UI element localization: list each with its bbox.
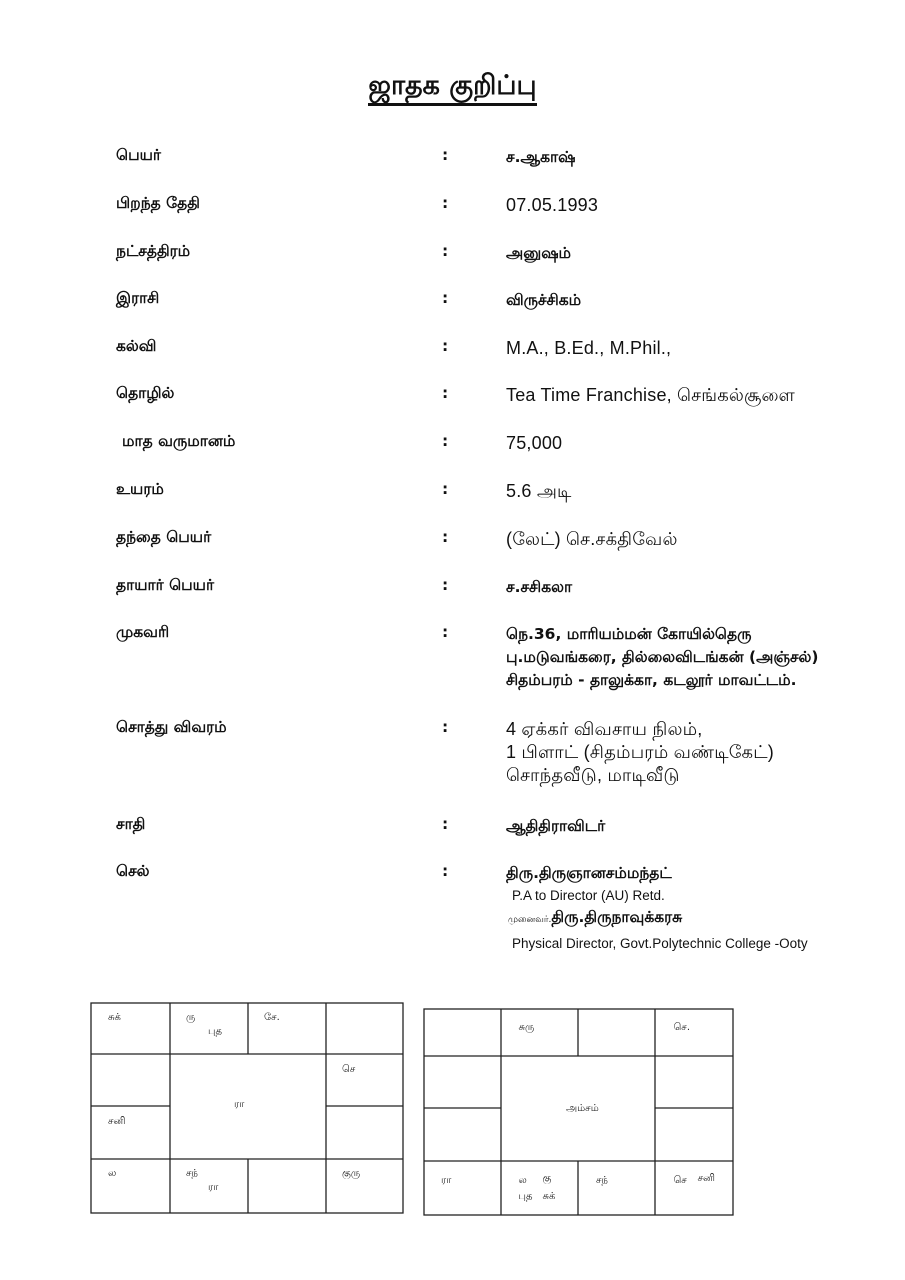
chart-planet-label: சனி <box>697 1173 715 1184</box>
field-value <box>506 480 572 503</box>
field-value-line: 5.6 அடி <box>506 481 572 501</box>
field-value <box>506 432 562 455</box>
field-colon: : <box>442 384 449 402</box>
field-label: தாயார் பெயர் <box>116 576 215 594</box>
field-value <box>506 718 774 787</box>
field-value <box>506 337 671 360</box>
field-value <box>506 862 672 885</box>
page-title: ஜாதக குறிப்பு <box>0 70 905 105</box>
amsam-chart <box>423 1008 734 1216</box>
field-value-line: M.A., B.Ed., M.Phil., <box>506 338 672 358</box>
field-label: பிறந்த தேதி <box>116 194 200 212</box>
field-label: முகவரி <box>116 623 170 641</box>
chart-planet-label: சுக் <box>542 1191 556 1202</box>
field-value <box>506 623 819 692</box>
chart-planet-label: குரு <box>342 1168 361 1179</box>
rasi-chart <box>90 1002 404 1214</box>
field-value-line: Tea Time Franchise, செங்கல்சூளை <box>506 385 795 405</box>
chart-planet-label: செ <box>342 1064 356 1075</box>
contact-designation: P.A to Director (AU) Retd. <box>512 888 665 903</box>
chart-planet-label: ரா <box>208 1182 219 1193</box>
field-value-line: திரு.திருஞானசம்மந்தட் <box>506 864 672 882</box>
chart-planet-label: சுரு <box>518 1022 535 1033</box>
field-label: சொத்து விவரம் <box>116 718 227 736</box>
field-value-line: (லேட்) செ.சக்திவேல் <box>506 529 678 549</box>
field-value-line: நெ.36, மாரியம்மன் கோயில்தெரு <box>506 625 752 643</box>
field-colon: : <box>442 815 449 833</box>
field-colon: : <box>442 337 449 355</box>
field-label: பெயர் <box>116 146 161 164</box>
field-value <box>506 576 572 599</box>
field-label: கல்வி <box>116 337 157 355</box>
field-label: இராசி <box>116 289 160 307</box>
field-value <box>506 194 598 217</box>
field-colon: : <box>442 718 449 736</box>
field-colon: : <box>442 242 449 260</box>
field-value-line: விருச்சிகம் <box>506 291 582 309</box>
rasi-grid <box>90 1002 404 1214</box>
chart-planet-label: ல <box>518 1175 527 1186</box>
field-colon: : <box>442 146 449 164</box>
field-value-line: சொந்தவீடு, மாடிவீடு <box>506 765 680 785</box>
field-value-line: 75,000 <box>506 433 563 453</box>
field-value <box>506 815 605 838</box>
field-value <box>506 528 678 551</box>
field-label: உயரம் <box>116 480 164 498</box>
chart-planet-label: சனி <box>108 1116 126 1127</box>
field-value <box>506 242 571 265</box>
chart-planet-label: ரா <box>441 1175 452 1186</box>
field-label: சாதி <box>116 815 146 833</box>
field-colon: : <box>442 432 449 450</box>
chart-planet-label: சுக் <box>108 1012 121 1023</box>
chart-planet-label: ரு <box>186 1012 196 1023</box>
chart-planet-label: சந் <box>596 1175 608 1186</box>
chart-planet-label: புத <box>518 1191 533 1202</box>
contact-position: Physical Director, Govt.Polytechnic College -Ooty <box>512 936 808 951</box>
field-value-line: ஆதிதிராவிடர் <box>506 817 606 835</box>
field-value-line: 1 பிளாட் (சிதம்பரம் வண்டிகேட்) <box>506 742 774 762</box>
field-value-line: சிதம்பரம் - தாலுக்கா, கடலூர் மாவட்டம். <box>506 671 797 689</box>
field-label: தந்தை பெயர் <box>116 528 212 546</box>
chart-center-label: ரா <box>234 1099 245 1110</box>
field-value-line: 07.05.1993 <box>506 195 599 215</box>
field-colon: : <box>442 528 449 546</box>
contact-name-2: முனைவர்.திரு.திருநாவுக்கரசு <box>508 908 683 926</box>
field-label: செல் <box>116 862 150 880</box>
chart-planet-label: சே. <box>264 1012 280 1023</box>
field-colon: : <box>442 862 449 880</box>
chart-planet-label: செ <box>673 1175 687 1186</box>
field-label: தொழில் <box>116 384 175 402</box>
field-value-line: அனுஷம் <box>506 244 572 262</box>
field-label: மாத வருமானம் <box>122 432 236 450</box>
field-value-line: பு.மடுவங்கரை, தில்லைவிடங்கன் (அஞ்சல்) <box>506 648 819 666</box>
field-value-line: ச.சசிகலா <box>506 578 573 596</box>
field-colon: : <box>442 480 449 498</box>
chart-planet-label: கு <box>542 1173 552 1184</box>
chart-planet-label: ல <box>108 1168 117 1179</box>
field-colon: : <box>442 289 449 307</box>
field-colon: : <box>442 576 449 594</box>
field-value <box>506 384 795 407</box>
chart-planet-label: புத <box>208 1026 222 1037</box>
field-value <box>506 146 575 169</box>
chart-planet-label: செ. <box>673 1022 690 1033</box>
chart-planet-label: சந் <box>186 1168 198 1179</box>
field-value-line: ச.ஆகாஷ் <box>506 148 576 166</box>
field-label: நட்சத்திரம் <box>116 242 191 260</box>
field-value <box>506 289 581 312</box>
field-value-line: 4 ஏக்கர் விவசாய நிலம், <box>506 719 703 739</box>
chart-center-label: அம்சம் <box>566 1103 599 1114</box>
field-colon: : <box>442 194 449 212</box>
field-colon: : <box>442 623 449 641</box>
